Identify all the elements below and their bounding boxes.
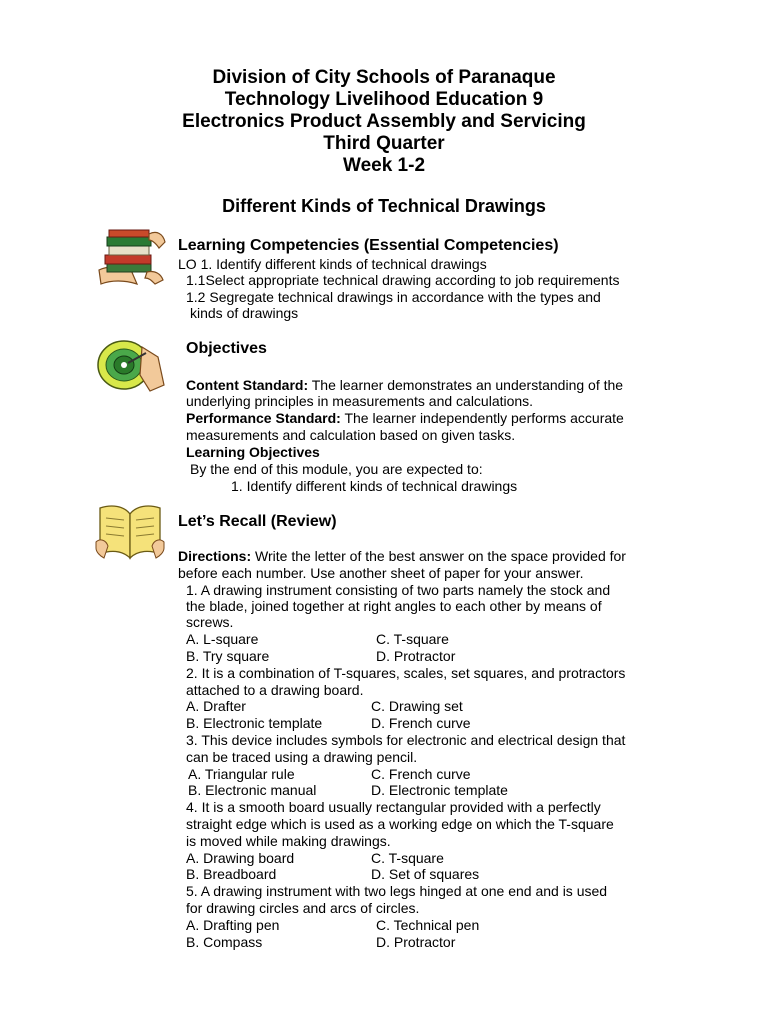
books-icon: [97, 226, 167, 288]
performance-standard-cont: measurements and calculation based on given tasks.: [186, 427, 516, 443]
q4-choice-d: D. Set of squares: [371, 866, 480, 882]
q2-choice-b: B. Electronic template: [186, 715, 323, 731]
q2-choice-a: A. Drafter: [186, 698, 246, 714]
q5-choice-b: B. Compass: [186, 934, 263, 950]
directions-text: Write the letter of the best answer on the space provided for: [251, 548, 626, 564]
header-division: Division of City Schools of Paranaque: [212, 67, 556, 88]
competency-lo1: LO 1. Identify different kinds of technical drawings: [178, 256, 487, 272]
question-4-line-3: is moved while making drawings.: [186, 833, 391, 849]
q1-choice-c: C. T-square: [376, 631, 449, 647]
recall-heading: Let’s Recall (Review): [178, 513, 337, 530]
question-1-line-3: screws.: [186, 614, 234, 630]
performance-standard-label: Performance Standard:: [186, 410, 341, 426]
question-5-line-2: for drawing circles and arcs of circles.: [186, 900, 420, 916]
content-standard: [186, 377, 623, 393]
competencies-heading: Learning Competencies (Essential Competencies): [178, 237, 559, 254]
question-2-line-2: attached to a drawing board.: [186, 682, 364, 698]
content-standard-text: The learner demonstrates an understanding of the: [308, 377, 624, 393]
header-quarter: Third Quarter: [323, 133, 445, 154]
content-standard-cont: underlying principles in measurements and calculations.: [186, 393, 534, 409]
learning-objectives-label: Learning Objectives: [186, 444, 320, 460]
q2-choice-d: D. French curve: [371, 715, 471, 731]
q5-choice-d: D. Protractor: [376, 934, 456, 950]
competency-item-1: 1.1Select appropriate technical drawing according to job requirements: [186, 272, 620, 288]
question-4: 4. It is a smooth board usually rectangular provided with a perfectly: [186, 799, 601, 815]
open-book-icon: [94, 502, 166, 562]
q1-choice-b: B. Try square: [186, 648, 270, 664]
q5-choice-a: A. Drafting pen: [186, 917, 280, 933]
question-1-line-2: the blade, joined together at right angles to each other by means of: [186, 598, 602, 614]
q3-choice-b: B. Electronic manual: [188, 782, 317, 798]
objectives-heading: Objectives: [186, 340, 267, 357]
page-title: Different Kinds of Technical Drawings: [222, 196, 546, 216]
header-course: Electronics Product Assembly and Servicing: [182, 111, 586, 132]
competency-item-2-cont: kinds of drawings: [190, 305, 299, 321]
q5-choice-c: C. Technical pen: [376, 917, 480, 933]
header-subject: Technology Livelihood Education 9: [224, 89, 544, 110]
content-standard-label: Content Standard:: [186, 377, 309, 393]
document-header: [0, 67, 768, 177]
q4-choice-a: A. Drawing board: [186, 850, 295, 866]
q3-choice-a: A. Triangular rule: [188, 766, 295, 782]
directions: [178, 548, 626, 564]
learning-objective-1: 1. Identify different kinds of technical drawings: [231, 478, 518, 494]
q4-choice-b: B. Breadboard: [186, 866, 277, 882]
question-4-line-2: straight edge which is used as a working edge on which the T-square: [186, 816, 614, 832]
header-week: Week 1-2: [342, 155, 426, 176]
question-3: 3. This device includes symbols for electronic and electrical design that: [186, 732, 626, 748]
question-2: 2. It is a combination of T-squares, scales, set squares, and protractors: [186, 665, 626, 681]
learning-objectives-intro: By the end of this module, you are expected to:: [190, 461, 483, 477]
competency-item-2: 1.2 Segregate technical drawings in accordance with the types and: [186, 289, 601, 305]
q2-choice-c: C. Drawing set: [371, 698, 463, 714]
question-1: 1. A drawing instrument consisting of two parts namely the stock and: [186, 582, 611, 598]
q1-choice-d: D. Protractor: [376, 648, 456, 664]
q3-choice-c: C. French curve: [371, 766, 471, 782]
performance-standard-text: The learner independently performs accurate: [340, 410, 624, 426]
q1-choice-a: A. L-square: [186, 631, 259, 647]
q4-choice-c: C. T-square: [371, 850, 444, 866]
directions-cont: before each number. Use another sheet of paper for your answer.: [178, 565, 584, 581]
performance-standard: [186, 410, 624, 426]
question-3-line-2: can be traced using a drawing pencil.: [186, 749, 418, 765]
target-icon: [96, 335, 170, 395]
directions-label: Directions:: [178, 548, 252, 564]
q3-choice-d: D. Electronic template: [371, 782, 508, 798]
question-5: 5. A drawing instrument with two legs hinged at one end and is used: [186, 883, 608, 899]
